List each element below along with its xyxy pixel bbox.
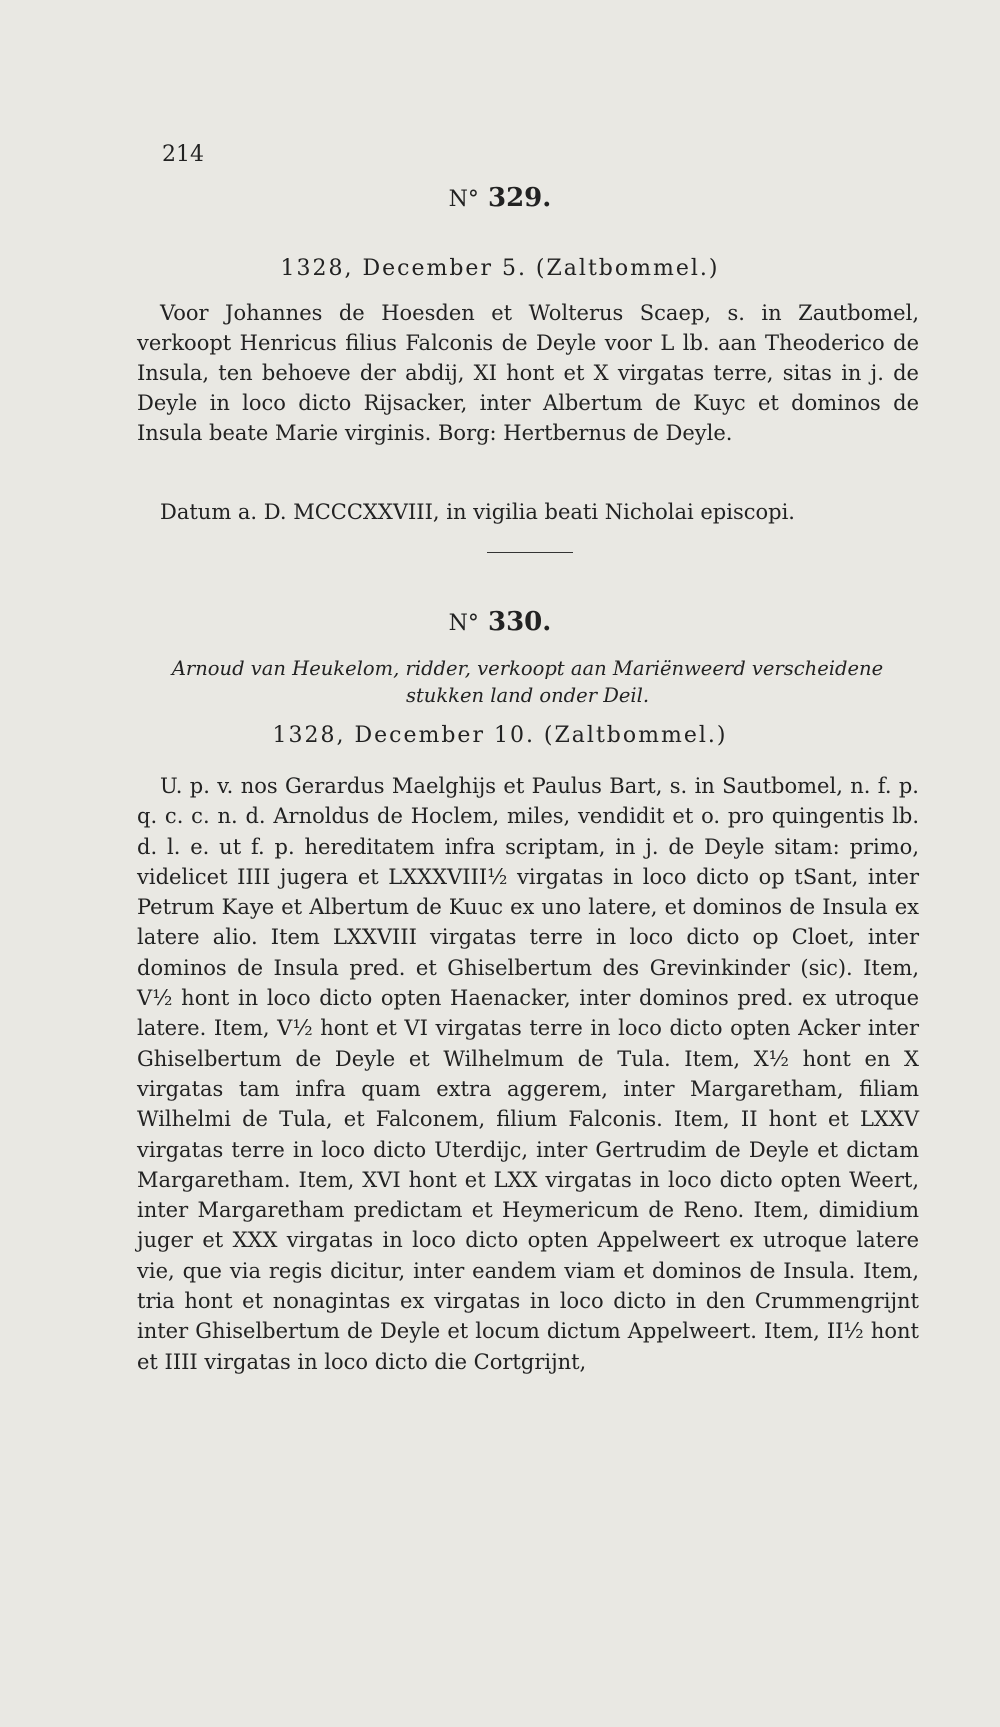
page-number: 214 — [162, 142, 204, 167]
entry-summary: Arnoud van Heukelom, ridder, verkoopt aan Mariënweerd verscheidene stukken land onder Deil. — [171, 657, 884, 707]
entry-text-paragraph: Voor Johannes de Hoesden et Wolterus Scaep, s. in Zautbomel, verkoopt Henricus filius Falconis de Deyle voor L lb. aan Theoderico de Insula, ten behoeve der abdij, XI hont et X virgatas terre, sitas in j. de Deyle in loco dicto Rijsacker, inter Albertum de Kuyc et dominos de Insula beate Marie virginis. Borg: Hertbernus de Deyle. — [137, 301, 919, 445]
entry-heading — [0, 607, 1000, 637]
entry-dateline: 1328, December 10. (Zaltbommel.) — [272, 723, 728, 748]
entry-heading — [0, 183, 1000, 213]
section-divider — [487, 552, 573, 553]
entry-dating-clause: Datum a. D. MCCCXXVIII, in vigilia beati Nicholai episcopi. — [160, 500, 795, 524]
entry-number-prefix: N° — [448, 611, 479, 636]
entry-text-paragraph: U. p. v. nos Gerardus Maelghijs et Paulus Bart, s. in Sautbomel, n. f. p. q. c. c. n. d. Arnoldus de Hoclem, miles, vendidit et o. pro quingentis lb. d. l. e. ut f. p. hereditatem infra scriptam, in j. de Deyle sitam: primo, videlicet IIII jugera et LXXXVIII½ virgatas in loco dicto op tSant, inter Petrum Kaye et Albertum de Kuuc ex uno latere, et dominos de Insula ex latere alio. Item LXXVIII virgatas terre in loco dicto op Cloet, inter dominos de Insula pred. et Ghiselbertum des Grevinkinder (sic). Item, V½ hont in loco dicto opten Haenacker, inter dominos pred. ex utroque latere. Item, V½ hont et VI virgatas terre in loco dicto opten Acker inter Ghiselbertum de Deyle et Wilhelmum de Tula. Item, X½ hont en X virgatas tam infra quam extra aggerem, inter Margaretham, filiam Wilhelmi de Tula, et Falconem, filium Falconis. Item, II hont et LXXV virgatas terre in loco dicto Uterdijc, inter Gertrudim de Deyle et dictam Margaretham. Item, XVI hont et LXX virgatas in loco dicto opten Weert, inter Margaretham predictam et Heymericum de Reno. Item, dimidium juger et XXX virgatas in loco dicto opten Appelweert ex utroque latere vie, que via regis dicitur, inter eandem viam et dominos de Insula. Item, tria hont et nonagintas ex virgatas in loco dicto in den Crummengrijnt inter Ghiselbertum de Deyle et locum dictum Appelweert. Item, II½ hont et IIII virgatas in loco dicto die Cortgrijnt, — [137, 774, 919, 1374]
entry-dateline: 1328, December 5. (Zaltbommel.) — [280, 256, 720, 281]
entry-number-prefix: N° — [448, 187, 479, 212]
entry-number: 329. — [487, 183, 552, 213]
entry-number: 330. — [487, 607, 552, 637]
